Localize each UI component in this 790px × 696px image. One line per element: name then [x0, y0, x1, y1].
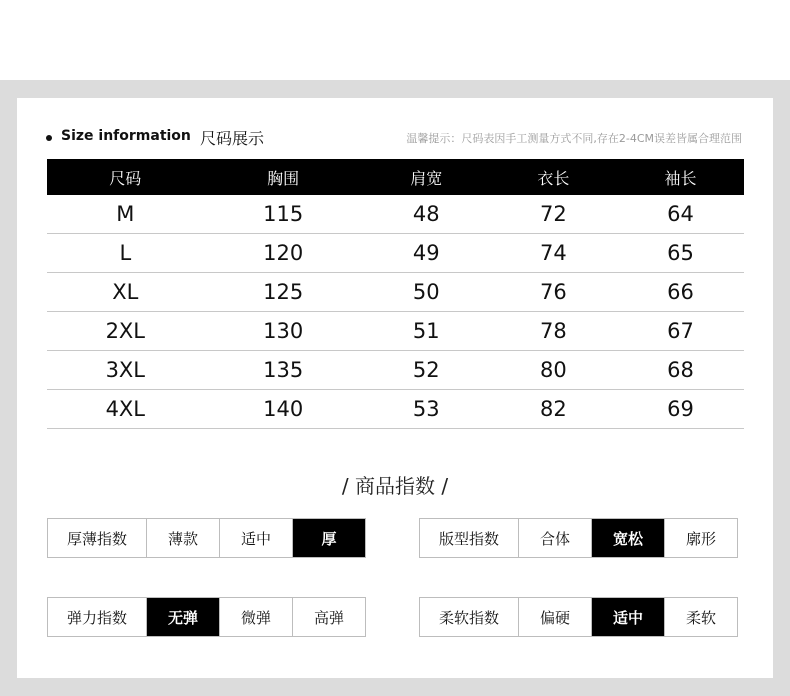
shoulder-cell: 52: [363, 351, 490, 390]
sleeve-cell: 67: [617, 312, 744, 351]
sleeve-cell: 68: [617, 351, 744, 390]
thickness-index-label: 厚薄指数: [66, 529, 127, 548]
table-row: [47, 273, 744, 312]
header-shoulder: 肩宽: [363, 159, 490, 195]
size-cell: XL: [47, 273, 204, 312]
table-row: [47, 312, 744, 351]
header-size: 尺码: [47, 159, 204, 195]
length-cell: 80: [490, 351, 617, 390]
chest-cell: 125: [204, 273, 363, 312]
length-cell: 72: [490, 195, 617, 234]
size-info-title-cn: 尺码展示: [200, 129, 265, 148]
sleeve-cell: 66: [617, 273, 744, 312]
shoulder-cell: 51: [363, 312, 490, 351]
product-index-title: / 商品指数 /: [341, 474, 449, 498]
size-table: [47, 159, 744, 429]
sleeve-cell: 65: [617, 234, 744, 273]
measurement-tip: 温馨提示：尺码表因手工测量方式不同,存在2-4CM误差皆属合理范围: [406, 132, 742, 145]
fit-index: [419, 518, 738, 558]
size-info-title-en: Size information: [61, 128, 191, 144]
length-cell: 74: [490, 234, 617, 273]
chest-cell: 115: [204, 195, 363, 234]
softness-index: [419, 597, 738, 637]
size-cell: L: [47, 234, 204, 273]
fit-option-fitted: 合体: [518, 519, 591, 557]
shoulder-cell: 48: [363, 195, 490, 234]
size-info-header: [46, 124, 746, 148]
header-chest: 胸围: [204, 159, 363, 195]
elasticity-index-label: 弹力指数: [66, 608, 127, 627]
size-table-header-row: [47, 159, 744, 195]
thickness-index: [47, 518, 366, 558]
chest-cell: 120: [204, 234, 363, 273]
softness-index-label: 柔软指数: [438, 608, 499, 627]
size-cell: 3XL: [47, 351, 204, 390]
header-length: 衣长: [490, 159, 617, 195]
fit-index-label: 版型指数: [438, 529, 499, 548]
elasticity-index: [47, 597, 366, 637]
size-cell: M: [47, 195, 204, 234]
thickness-option-thick: 厚: [292, 519, 365, 557]
header-sleeve: 袖长: [617, 159, 744, 195]
length-cell: 82: [490, 390, 617, 429]
chest-cell: 140: [204, 390, 363, 429]
elasticity-option-high: 高弹: [292, 598, 365, 636]
elasticity-option-none: 无弹: [146, 598, 219, 636]
table-row: [47, 195, 744, 234]
thickness-option-thin: 薄款: [146, 519, 219, 557]
size-panel: [17, 98, 773, 678]
sleeve-cell: 69: [617, 390, 744, 429]
sleeve-cell: 64: [617, 195, 744, 234]
length-cell: 76: [490, 273, 617, 312]
length-cell: 78: [490, 312, 617, 351]
table-row: [47, 390, 744, 429]
shoulder-cell: 49: [363, 234, 490, 273]
size-cell: 2XL: [47, 312, 204, 351]
fit-option-oversized: 廓形: [664, 519, 737, 557]
elasticity-option-slight: 微弹: [219, 598, 292, 636]
background-frame: [0, 80, 790, 696]
thickness-option-medium: 适中: [219, 519, 292, 557]
table-row: [47, 351, 744, 390]
softness-option-medium: 适中: [591, 598, 664, 636]
table-row: [47, 234, 744, 273]
chest-cell: 130: [204, 312, 363, 351]
shoulder-cell: 53: [363, 390, 490, 429]
softness-option-firm: 偏硬: [518, 598, 591, 636]
bullet-icon: [46, 135, 52, 141]
fit-option-loose: 宽松: [591, 519, 664, 557]
chest-cell: 135: [204, 351, 363, 390]
softness-option-soft: 柔软: [664, 598, 737, 636]
size-cell: 4XL: [47, 390, 204, 429]
shoulder-cell: 50: [363, 273, 490, 312]
